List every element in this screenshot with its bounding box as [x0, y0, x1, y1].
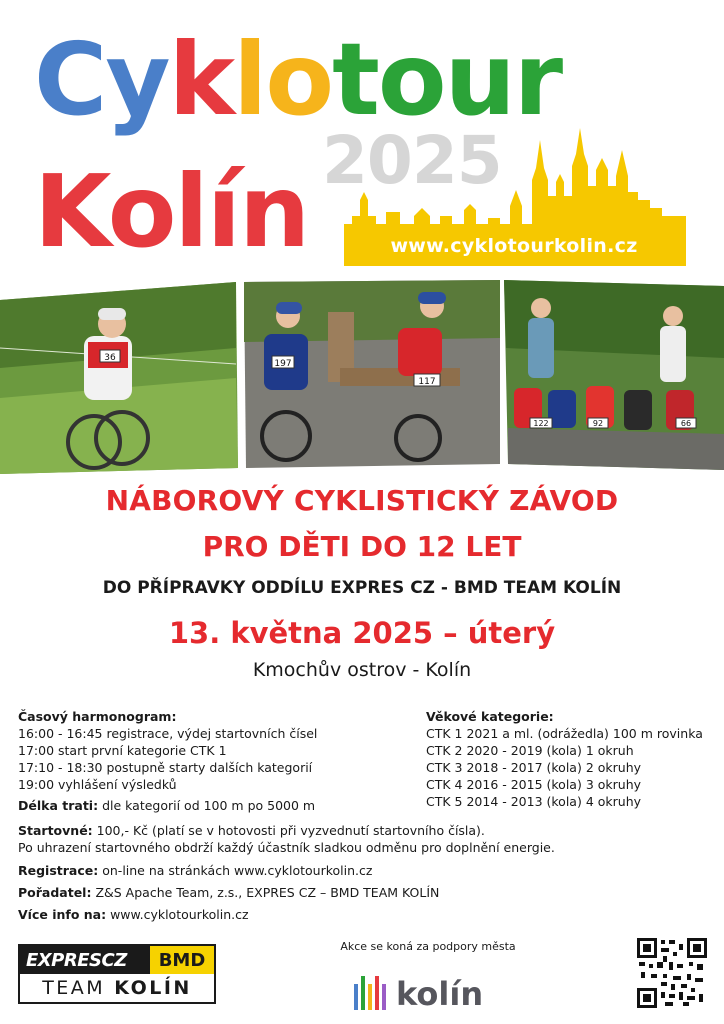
schedule-section [18, 708, 418, 793]
event-place: Kmochův ostrov - Kolín [252, 659, 472, 681]
fee-row [18, 822, 718, 839]
title-part-k: k [168, 21, 234, 138]
distance-label: Délka trati: [18, 798, 99, 813]
headline-club: DO PŘÍPRAVKY ODDÍLU EXPRES CZ - BMD TEAM KOLÍN [102, 578, 622, 598]
schedule-item: 16:00 - 16:45 registrace, výdej startovních čísel [18, 726, 318, 741]
race-number-66: 66 [680, 419, 692, 428]
categories-label: Věkové kategorie: [426, 709, 554, 724]
registration-label: Registrace: [18, 863, 99, 878]
logo-express-text: EXPRESCZ [20, 946, 150, 974]
event-year: 2025 [322, 122, 502, 199]
event-date: 13. května 2025 – úterý [168, 616, 556, 650]
headline-race: NÁBOROVÝ CYKLISTICKÝ ZÁVOD [105, 484, 619, 517]
fee-note: Po uhrazení startovného obdrží každý účastník sladkou odměnu pro doplnění energie. [18, 840, 555, 855]
title-part-tour: tour [332, 21, 562, 138]
category-item: CTK 5 2014 - 2013 (kola) 4 okruhy [426, 794, 642, 809]
city-logo-bars-icon [354, 974, 386, 1010]
organizer-value: Z&S Apache Team, z.s., EXPRES CZ – BMD TEAM KOLÍN [95, 885, 440, 900]
photo-collage [0, 278, 724, 474]
title-line-cyklotour [34, 21, 562, 138]
registration-value[interactable]: on-line na stránkách www.cyklotourkolin.cz [102, 863, 373, 878]
category-item: CTK 1 2021 a ml. (odrážedla) 100 m rovinka [426, 726, 703, 741]
team-logo [18, 944, 216, 1004]
qr-code-icon[interactable] [637, 938, 707, 1008]
logo-kolin-text: KOLÍN [114, 977, 192, 999]
title-line-kolin: Kolín [34, 153, 309, 270]
schedule-item: 17:00 start první kategorie CTK 1 [18, 743, 227, 758]
schedule-item: 19:00 vyhlášení výsledků [18, 777, 177, 792]
registration-row [18, 862, 718, 879]
category-item: CTK 2 2020 - 2019 (kola) 1 okruh [426, 743, 634, 758]
more-info-link[interactable]: www.cyklotourkolin.cz [110, 907, 249, 922]
website-url[interactable]: www.cyklotourkolin.cz [344, 228, 684, 264]
more-info-row [18, 906, 718, 923]
fee-value: 100,- Kč (platí se v hotovosti při vyzvednutí startovního čísla). [96, 823, 485, 838]
organizer-row [18, 884, 718, 901]
title-part-lo: lo [233, 21, 333, 138]
race-number-92: 92 [592, 419, 604, 428]
title-part-cy: Cy [34, 21, 169, 138]
photo-child-rider-1 [0, 282, 238, 474]
race-number-197: 197 [274, 359, 292, 369]
organizer-label: Pořadatel: [18, 885, 92, 900]
categories-section [426, 708, 703, 810]
more-info-label: Více info na: [18, 907, 107, 922]
race-number-36: 36 [104, 353, 116, 363]
schedule-item: 17:10 - 18:30 postupně starty dalších kategorií [18, 760, 313, 775]
category-item: CTK 4 2016 - 2015 (kola) 3 okruhy [426, 777, 642, 792]
city-logo-word: kolín [396, 975, 484, 1013]
sponsor-text: Akce se koná za podpory města [340, 940, 516, 953]
distance-value: dle kategorií od 100 m po 5000 m [102, 798, 316, 813]
logo-team-text: TEAM [42, 977, 106, 999]
fee-label: Startovné: [18, 823, 93, 838]
photo-strip [0, 278, 724, 474]
category-item: CTK 3 2018 - 2017 (kola) 2 okruhy [426, 760, 642, 775]
city-logo [354, 962, 484, 1013]
headline-age: PRO DĚTI DO 12 LET [202, 530, 522, 563]
schedule-label: Časový harmonogram: [18, 709, 177, 724]
logo-bmd-text: BMD [150, 946, 214, 974]
distance-row [18, 797, 718, 814]
photo-start-line-group [504, 280, 724, 470]
race-number-117: 117 [418, 377, 436, 387]
race-number-122: 122 [533, 419, 549, 428]
photo-child-riders-2 [244, 280, 500, 468]
